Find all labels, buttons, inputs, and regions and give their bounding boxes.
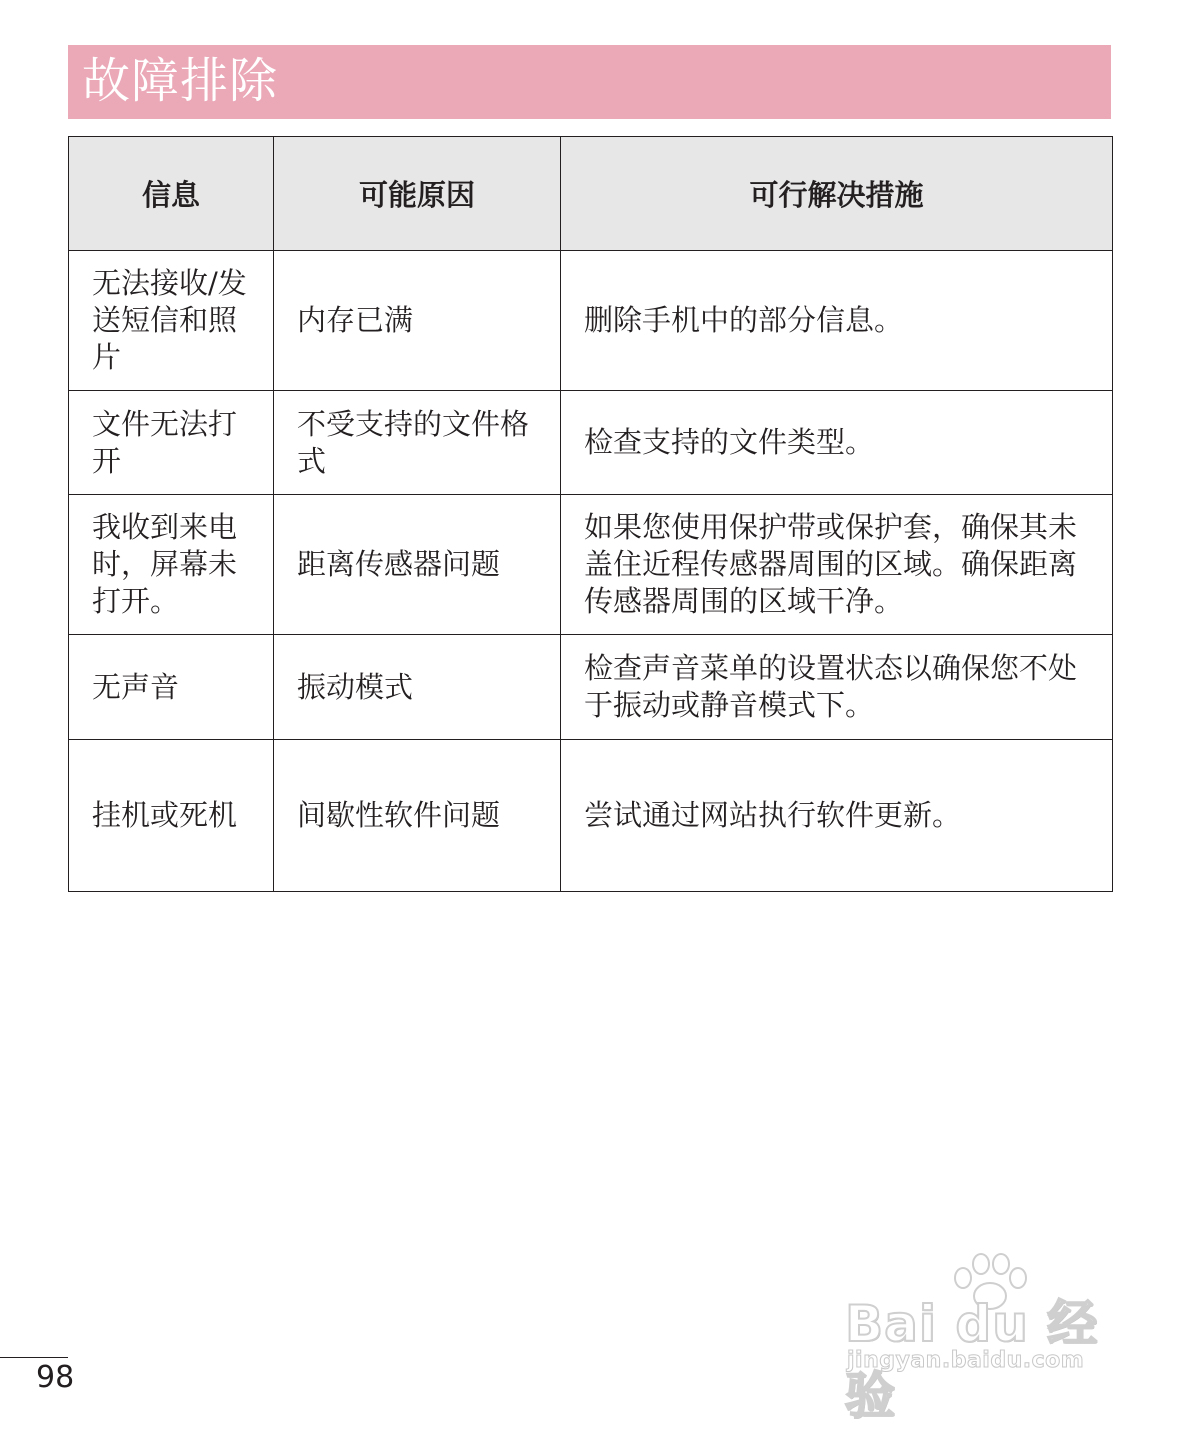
watermark-brand: Bai du 经验	[845, 1295, 1099, 1425]
watermark-url: jingyan.baidu.com	[847, 1348, 1085, 1373]
cell-message: 无声音	[69, 635, 274, 740]
page-number: 98	[36, 1360, 75, 1395]
table-header-row	[69, 137, 1113, 251]
cell-cause: 不受支持的文件格式	[274, 391, 561, 495]
cell-cause: 距离传感器问题	[274, 495, 561, 635]
section-header	[68, 45, 1111, 119]
cell-cause: 内存已满	[274, 251, 561, 391]
cell-message: 文件无法打开	[69, 391, 274, 495]
table-row	[69, 391, 1113, 495]
header-solution: 可行解决措施	[561, 137, 1113, 251]
cell-solution: 如果您使用保护带或保护套，确保其未盖住近程传感器周围的区域。确保距离传感器周围的区域干净。	[561, 495, 1113, 635]
cell-solution: 检查声音菜单的设置状态以确保您不处于振动或静音模式下。	[561, 635, 1113, 740]
table-row	[69, 251, 1113, 391]
page-number-rule	[0, 1357, 68, 1358]
cell-cause: 振动模式	[274, 635, 561, 740]
table-row	[69, 740, 1113, 892]
section-title: 故障排除	[82, 53, 279, 109]
table-row	[69, 495, 1113, 635]
cell-message: 挂机或死机	[69, 740, 274, 892]
cell-cause: 间歇性软件问题	[274, 740, 561, 892]
header-cause: 可能原因	[274, 137, 561, 251]
cell-message: 无法接收/发送短信和照片	[69, 251, 274, 391]
watermark	[845, 1248, 1125, 1425]
troubleshooting-table	[68, 136, 1113, 892]
header-message: 信息	[69, 137, 274, 251]
cell-message: 我收到来电时，屏幕未打开。	[69, 495, 274, 635]
table-row	[69, 635, 1113, 740]
cell-solution: 删除手机中的部分信息。	[561, 251, 1113, 391]
cell-solution: 尝试通过网站执行软件更新。	[561, 740, 1113, 892]
cell-solution: 检查支持的文件类型。	[561, 391, 1113, 495]
